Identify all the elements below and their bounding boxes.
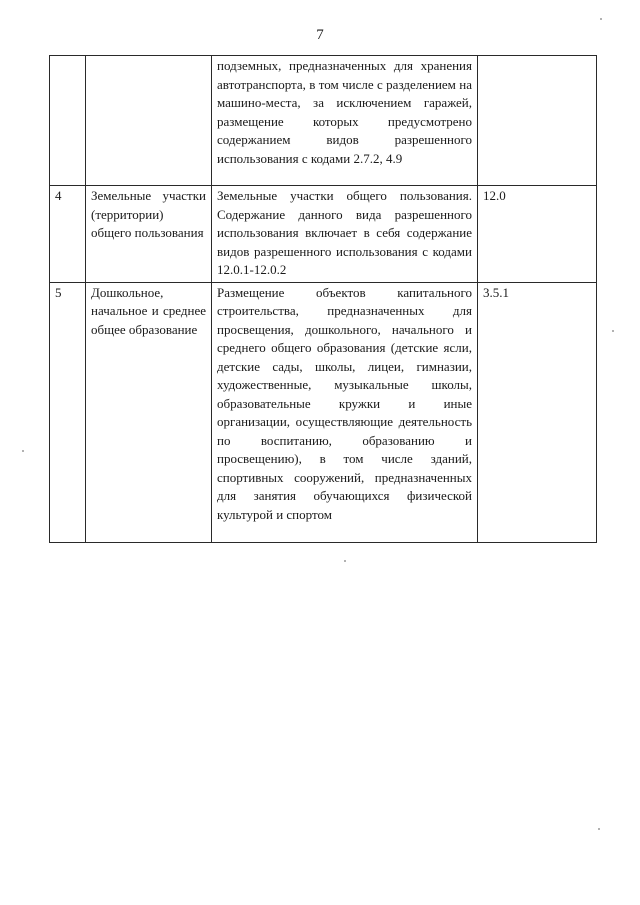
row-number-cell: 5 bbox=[50, 282, 86, 542]
table-row bbox=[50, 186, 597, 283]
row-number-cell: 4 bbox=[50, 186, 86, 283]
use-name-cell: Земельные участки (территории) общего пользования bbox=[86, 186, 212, 283]
use-code-cell bbox=[478, 56, 597, 186]
scan-speck bbox=[344, 560, 346, 562]
page-number: 7 bbox=[316, 27, 324, 43]
use-description-cell: Размещение объектов капитального строительства, предназначенных для просвещения, дошкольного, начального и среднего общего образования (детские ясли, детские сады, школы, лицеи, гимназии, художественные, музыкальные школы, образовательные кружки и иные организации, осуществляющие деятельность по воспитанию, образованию и просвещению), в том числе зданий, спортивных сооружений, предназначенных для занятия обучающихся физической культурой и спортом bbox=[212, 282, 478, 542]
use-description-cell: подземных, предназначенных для хранения автотранспорта, в том числе с разделением на машино-места, за исключением гаражей, размещение которых предусмотрено содержанием видов разрешенного использования с кодами 2.7.2, 4.9 bbox=[212, 56, 478, 186]
scan-speck bbox=[598, 828, 600, 830]
use-code-cell: 3.5.1 bbox=[478, 282, 597, 542]
use-code-cell: 12.0 bbox=[478, 186, 597, 283]
table-row bbox=[50, 282, 597, 542]
row-number-cell bbox=[50, 56, 86, 186]
use-name-cell: Дошкольное, начальное и среднее общее образование bbox=[86, 282, 212, 542]
scan-speck bbox=[612, 330, 614, 332]
table-row bbox=[50, 56, 597, 186]
scan-speck bbox=[22, 450, 24, 452]
land-use-table bbox=[49, 55, 597, 543]
scan-speck bbox=[600, 18, 602, 20]
use-description-cell: Земельные участки общего пользования. Содержание данного вида разрешенного использования включает в себя содержание видов разрешенного использования с кодами 12.0.1-12.0.2 bbox=[212, 186, 478, 283]
use-name-cell bbox=[86, 56, 212, 186]
